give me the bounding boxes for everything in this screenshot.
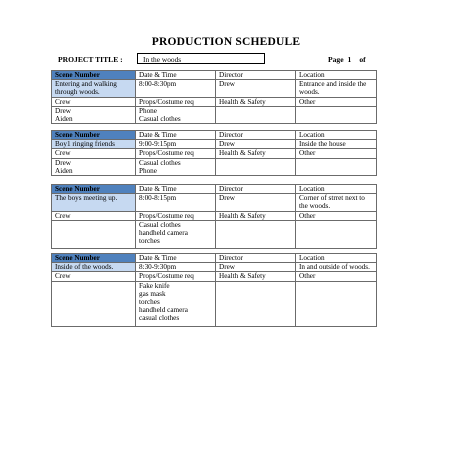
health-safety-header: Health & Safety — [216, 97, 296, 106]
header-row — [52, 185, 377, 194]
location-value: In and outside of woods. — [296, 263, 377, 272]
scene-row — [52, 194, 377, 211]
details-row — [52, 158, 377, 175]
other-value — [296, 220, 377, 249]
other-value — [296, 281, 377, 326]
props-value-line: casual clothes — [139, 314, 180, 323]
scene-table — [51, 184, 377, 249]
header-row — [52, 131, 377, 140]
crew-value-line: Aiden — [55, 115, 73, 124]
scene-number-header: Scene Number — [52, 254, 136, 263]
scene-table — [51, 253, 377, 327]
header-row — [52, 149, 377, 158]
date-time-value: 9:00-9:15pm — [136, 140, 216, 149]
health-safety-header: Health & Safety — [216, 211, 296, 220]
health-safety-header: Health & Safety — [216, 149, 296, 158]
scene-number-header: Scene Number — [52, 131, 136, 140]
header-row — [52, 254, 377, 263]
props-header: Props/Costume req — [136, 272, 216, 281]
crew-value — [52, 158, 136, 175]
other-header: Other — [296, 149, 377, 158]
props-value — [136, 106, 216, 123]
props-value — [136, 220, 216, 249]
props-header: Props/Costume req — [136, 97, 216, 106]
project-title-label: PROJECT TITLE : — [58, 55, 123, 64]
crew-header: Crew — [52, 272, 136, 281]
props-value-line: gas mask — [139, 289, 166, 298]
scene-table — [51, 130, 377, 176]
project-title-field[interactable]: In the woods — [137, 53, 265, 64]
scene-row — [52, 263, 377, 272]
header-row — [52, 71, 377, 80]
crew-value — [52, 281, 136, 326]
location-header: Location — [296, 185, 377, 194]
crew-header: Crew — [52, 149, 136, 158]
other-header: Other — [296, 211, 377, 220]
props-value-line: Casual clothes — [139, 220, 181, 229]
crew-value-line: Drew — [55, 158, 71, 167]
props-value-line: Casual clothes — [139, 158, 181, 167]
location-header: Location — [296, 131, 377, 140]
scene-number-value: Inside of the woods. — [52, 263, 136, 272]
director-value: Drew — [216, 263, 296, 272]
scene-number-value: Boy1 ringing friends — [52, 140, 136, 149]
header-row — [52, 211, 377, 220]
other-header: Other — [296, 97, 377, 106]
director-header: Director — [216, 254, 296, 263]
location-value: Inside the house — [296, 140, 377, 149]
page-number — [328, 55, 366, 64]
director-value: Drew — [216, 140, 296, 149]
props-value-line: Phone — [139, 106, 157, 115]
health-safety-header: Health & Safety — [216, 272, 296, 281]
page-number-label: Page 1 — [328, 55, 352, 64]
props-header: Props/Costume req — [136, 149, 216, 158]
scene-row — [52, 80, 377, 97]
props-value-line: handheld camera — [139, 229, 188, 238]
props-value-line: torches — [139, 237, 160, 246]
date-time-value: 8:00-8:15pm — [136, 194, 216, 211]
props-value-line: Casual clothes — [139, 115, 181, 124]
date-time-header: Date & Time — [136, 131, 216, 140]
scene-number-header: Scene Number — [52, 185, 136, 194]
date-time-value: 8:30-9:30pm — [136, 263, 216, 272]
details-row — [52, 106, 377, 123]
props-value — [136, 158, 216, 175]
props-value-line: Fake knife — [139, 281, 170, 290]
props-value-line: handheld camera — [139, 306, 188, 315]
scene-number-value: The boys meeting up. — [52, 194, 136, 211]
scene-number-header: Scene Number — [52, 71, 136, 80]
props-header: Props/Costume req — [136, 211, 216, 220]
health-safety-value — [216, 281, 296, 326]
scene-number-value: Entering and walking through woods. — [52, 80, 136, 97]
date-time-header: Date & Time — [136, 185, 216, 194]
crew-header: Crew — [52, 97, 136, 106]
health-safety-value — [216, 106, 296, 123]
director-value: Drew — [216, 194, 296, 211]
other-value — [296, 106, 377, 123]
details-row — [52, 220, 377, 249]
location-header: Location — [296, 71, 377, 80]
location-value: Corner of strret next to the woods. — [296, 194, 377, 211]
crew-value-line: Drew — [55, 106, 71, 115]
date-time-header: Date & Time — [136, 254, 216, 263]
header-row — [52, 272, 377, 281]
director-value: Drew — [216, 80, 296, 97]
crew-value — [52, 106, 136, 123]
crew-header: Crew — [52, 211, 136, 220]
header-row — [52, 97, 377, 106]
date-time-value: 8:00-8:30pm — [136, 80, 216, 97]
other-header: Other — [296, 272, 377, 281]
health-safety-value — [216, 158, 296, 175]
scene-row — [52, 140, 377, 149]
details-row — [52, 281, 377, 326]
props-value-line: torches — [139, 298, 160, 307]
page-title: PRODUCTION SCHEDULE — [151, 36, 301, 48]
director-header: Director — [216, 71, 296, 80]
props-value — [136, 281, 216, 326]
health-safety-value — [216, 220, 296, 249]
location-header: Location — [296, 254, 377, 263]
date-time-header: Date & Time — [136, 71, 216, 80]
crew-value-line: Aiden — [55, 166, 73, 175]
location-value: Entrance and inside the woods. — [296, 80, 377, 97]
director-header: Director — [216, 131, 296, 140]
other-value — [296, 158, 377, 175]
director-header: Director — [216, 185, 296, 194]
crew-value — [52, 220, 136, 249]
scene-table — [51, 70, 377, 124]
page-of-label: of — [359, 55, 366, 64]
props-value-line: Phone — [139, 166, 157, 175]
